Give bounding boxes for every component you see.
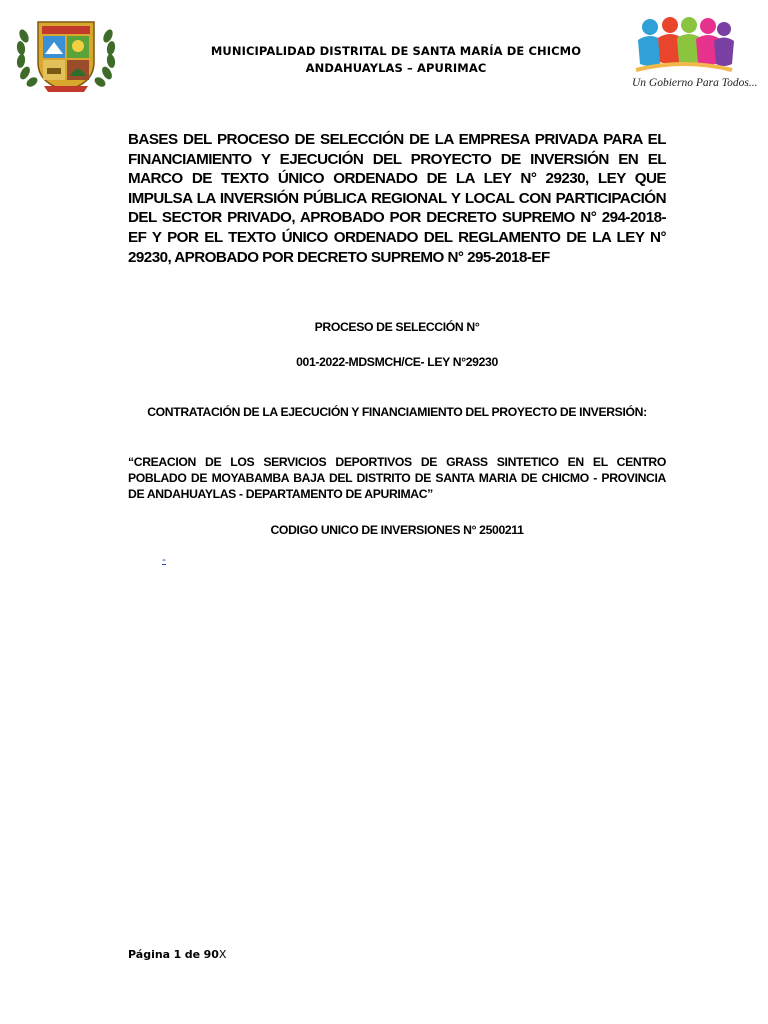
page-number: 1 (173, 948, 182, 961)
selection-process-number: 001-2022-MDSMCH/CE- LEY N°29230 (296, 355, 498, 369)
document-title: BASES DEL PROCESO DE SELECCIÓN DE LA EMPRESA PRIVADA PARA EL FINANCIAMIENTO Y EJECUCIÓN DEL PROYECTO DE INVERSIÓN EN EL MARCO DE TEXTO ÚNICO ORDENADO DE LA LEY N° 29230, LEY QUE IMPULSA LA INVERSIÓN PÚBLICA REGIONAL Y LOCAL CON PARTICIPACIÓN DEL SECTOR PRIVADO, APROBADO POR DECRETO SUPREMO N° 294-2018-EF Y POR EL TEXTO ÚNICO ORDENADO DEL REGLAMENTO DE LA LEY N° 29230, APROBADO POR DECRETO SUPREMO N° 295-2018-EF (128, 131, 666, 266)
header-title (190, 43, 602, 77)
investment-code: CODIGO UNICO DE INVERSIONES N° 2500211 (270, 523, 524, 537)
contracting-heading: CONTRATACIÓN DE LA EJECUCIÓN Y FINANCIAMIENTO DEL PROYECTO DE INVERSIÓN: (147, 405, 647, 419)
total-pages: 90 (203, 948, 219, 961)
header-line-2: ANDAHUAYLAS – APURIMAC (305, 61, 487, 75)
selection-process-label: PROCESO DE SELECCIÓN N° (314, 320, 480, 334)
header-slogan: Un Gobierno Para Todos... (632, 77, 758, 89)
page-of-label: de (184, 948, 201, 961)
header-line-1: MUNICIPALIDAD DISTRITAL DE SANTA MARÍA DE CHICMO (210, 44, 582, 58)
page-suffix: X (218, 948, 227, 961)
project-name: “CREACION DE LOS SERVICIOS DEPORTIVOS DE GRASS SINTETICO EN EL CENTRO POBLADO DE MOYABAMBA BAJA DEL DISTRITO DE SANTA MARIA DE CHICMO - PROVINCIA DE ANDAHUAYLAS - DEPARTAMENTO DE APURIMAC” (128, 455, 666, 501)
people-group-logo-icon (632, 14, 736, 78)
page-label: Página (128, 948, 171, 961)
dash-link[interactable]: - (162, 552, 166, 566)
page-footer (128, 948, 226, 961)
municipal-coat-of-arms-icon (14, 14, 118, 94)
